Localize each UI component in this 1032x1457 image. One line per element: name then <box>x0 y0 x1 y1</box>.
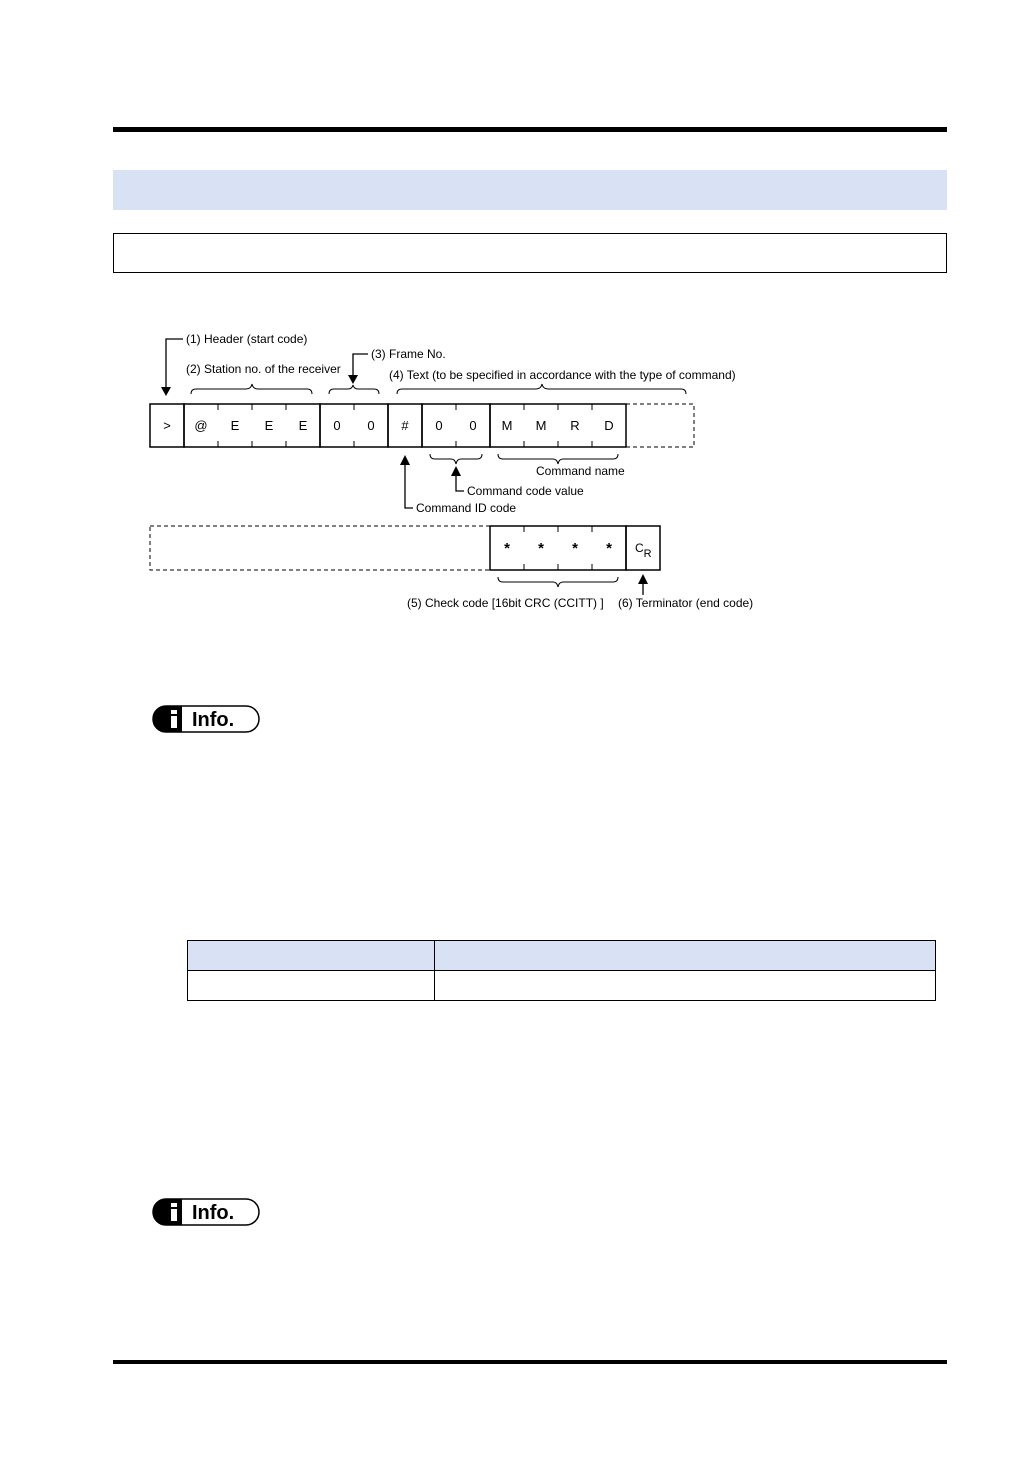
cell-station-char: E <box>230 418 240 433</box>
command-code-brace <box>430 454 482 464</box>
frame-brace <box>329 385 379 394</box>
row-2-ticks <box>524 526 592 570</box>
info-icon <box>153 706 182 732</box>
command-code-arrow <box>451 466 464 491</box>
table-header-row <box>188 941 936 971</box>
settings-table <box>187 940 936 1001</box>
cell-check-char: * <box>504 540 510 557</box>
cell-name-char: R <box>570 418 580 433</box>
check-code-brace <box>498 577 618 587</box>
command-name-brace <box>498 454 618 464</box>
table-row <box>188 971 936 1001</box>
table-header-cell <box>435 941 936 971</box>
text-brace <box>397 384 686 394</box>
table-cell <box>435 971 936 1001</box>
cell-code-char: 0 <box>469 418 477 433</box>
table-header-cell <box>188 941 435 971</box>
info-badge <box>152 705 260 733</box>
cell-check-char: * <box>606 540 612 557</box>
row-1-continuation <box>626 404 694 447</box>
frame-arrow <box>348 354 368 384</box>
check-code-characters <box>504 540 612 557</box>
label-text: (4) Text (to be specified in accordance with the type of command) <box>389 368 736 382</box>
info-badge <box>152 1198 260 1226</box>
cell-station-char: E <box>264 418 274 433</box>
terminator-symbol: CR <box>635 541 652 560</box>
station-brace <box>191 384 312 394</box>
row-2-continuation <box>150 526 490 570</box>
cell-check-char: * <box>572 540 578 557</box>
cell-station-char: @ <box>194 418 208 433</box>
info-label: Info. <box>192 709 235 731</box>
command-frame-diagram <box>0 0 1032 640</box>
cell-name-char: M <box>535 418 547 433</box>
header-arrow <box>161 339 183 396</box>
cell-code-char: 0 <box>435 418 443 433</box>
cell-name-char: M <box>501 418 513 433</box>
label-station: (2) Station no. of the receiver <box>186 362 341 376</box>
label-frame: (3) Frame No. <box>371 347 446 361</box>
info-icon <box>153 1199 182 1225</box>
label-command-code-value: Command code value <box>467 484 584 498</box>
cell-id-char: # <box>401 418 409 433</box>
bottom-rule <box>113 1360 947 1364</box>
label-header: (1) Header (start code) <box>186 332 308 346</box>
label-check-code: (5) Check code [16bit CRC (CCITT) ] <box>407 596 604 610</box>
terminator-arrow <box>638 574 648 595</box>
command-id-arrow <box>400 455 413 508</box>
label-command-name: Command name <box>536 464 625 478</box>
cell-station-char: E <box>298 418 308 433</box>
label-command-id-code: Command ID code <box>416 501 517 515</box>
cell-name-char: D <box>604 418 614 433</box>
info-label: Info. <box>192 1202 235 1224</box>
frame-row-1 <box>150 404 626 447</box>
cell-frame-char: 0 <box>367 418 375 433</box>
label-terminator: (6) Terminator (end code) <box>618 596 754 610</box>
cell-frame-char: 0 <box>333 418 341 433</box>
cell-check-char: * <box>538 540 544 557</box>
table-cell <box>188 971 435 1001</box>
cell-start-char: > <box>163 418 171 433</box>
